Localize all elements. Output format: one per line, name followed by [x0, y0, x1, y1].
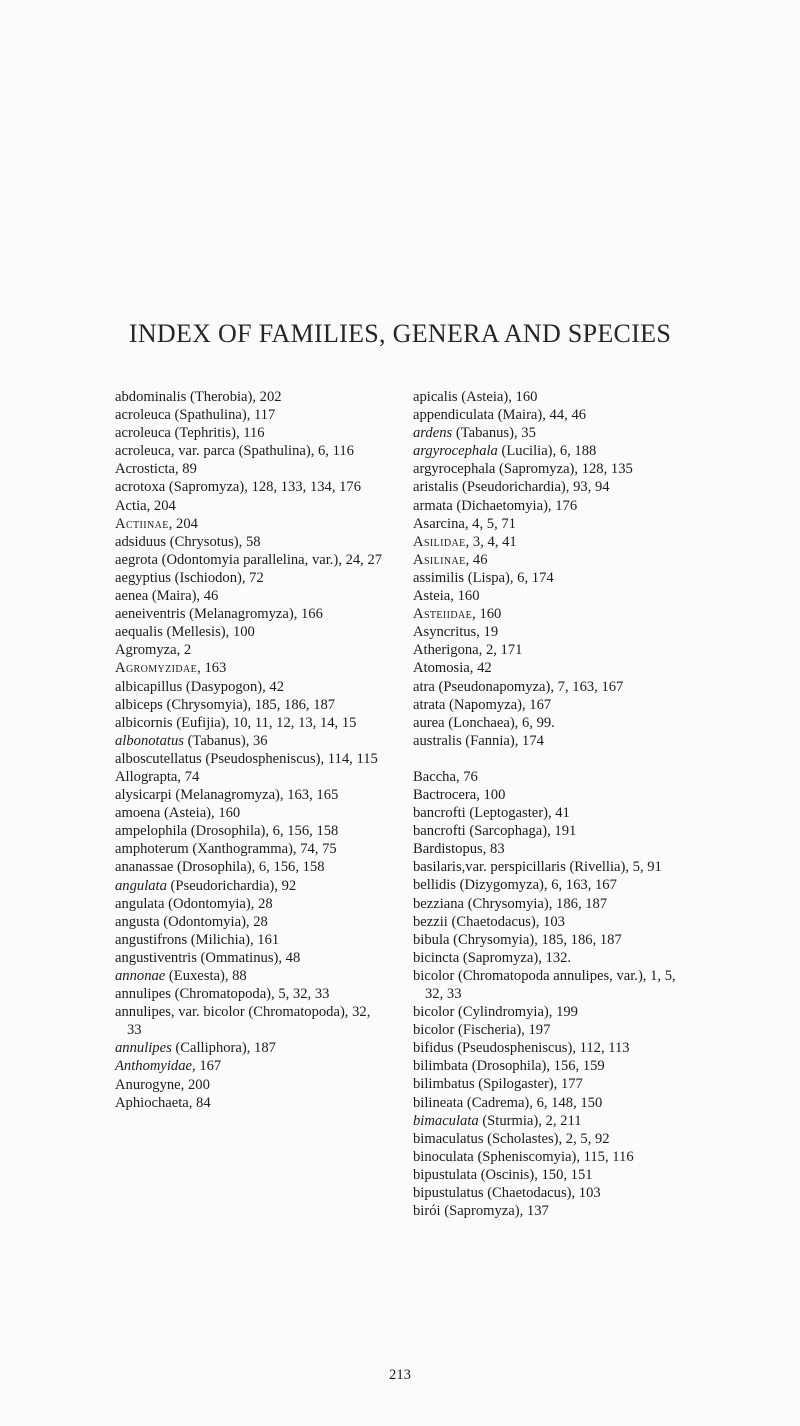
entry-references: (Fischeria), 197: [454, 1022, 551, 1039]
entry-heading: angulata: [115, 895, 165, 912]
index-entry: [413, 641, 683, 659]
index-entry: [413, 732, 683, 750]
index-entry: [413, 804, 683, 822]
entry-heading: adsiduus: [115, 533, 167, 550]
entry-heading: albiceps: [115, 696, 163, 713]
index-entry: [413, 497, 683, 515]
entry-heading: ampelophila: [115, 823, 188, 840]
entry-references: (Lispa), 6, 174: [464, 569, 554, 586]
entry-heading: bellidis: [413, 877, 456, 894]
index-entry: [413, 696, 683, 714]
entry-references: (Napomyza), 167: [445, 696, 552, 713]
entry-references: , 204: [146, 497, 176, 514]
index-entry: [413, 1075, 683, 1093]
entry-references: (Chaetodacus), 103: [447, 913, 565, 930]
entry-heading: bifidus: [413, 1040, 454, 1057]
index-entry: [413, 840, 683, 858]
index-entry: [115, 478, 383, 496]
entry-references: (Chromatopoda annulipes, var.), 1, 5, 32, 33: [425, 967, 676, 1002]
entry-references: , 46: [465, 551, 488, 568]
index-entry: [115, 641, 383, 659]
entry-heading: Asteiidae: [413, 606, 473, 623]
entry-heading: aristalis: [413, 479, 459, 496]
entry-heading: alboscutellatus: [115, 750, 202, 767]
entry-heading: ananassae: [115, 859, 174, 876]
entry-heading: argyrocephala: [413, 461, 496, 478]
entry-references: (Sapromyza), 128, 133, 134, 176: [165, 479, 362, 496]
entry-references: , 204: [168, 515, 198, 532]
entry-heading: bezziana: [413, 895, 465, 912]
index-entry: [115, 605, 383, 623]
entry-heading: binoculata: [413, 1148, 474, 1165]
index-entry: [413, 406, 683, 424]
entry-heading: albonotatus: [115, 732, 184, 749]
entry-heading: Agromyzidae: [115, 660, 198, 677]
entry-references: (Tabanus), 35: [452, 425, 536, 442]
index-entry: [115, 515, 383, 533]
entry-heading: Aphiochaeta: [115, 1094, 189, 1111]
entry-heading: australis: [413, 732, 462, 749]
entry-heading: bilimbatus: [413, 1076, 475, 1093]
entry-heading: bicolor: [413, 1004, 455, 1021]
entry-references: (Dasypogon), 42: [182, 678, 285, 695]
index-entry: [413, 858, 683, 876]
entry-heading: bicolor: [413, 967, 455, 984]
entry-heading: albicapillus: [115, 678, 183, 695]
entry-references: (Tabanus), 36: [183, 732, 268, 749]
entry-references: , 74: [177, 768, 200, 785]
index-entry: [413, 822, 683, 840]
index-entry: [413, 569, 683, 587]
entry-heading: bimaculata: [413, 1112, 479, 1129]
entry-heading: angustiventris: [115, 949, 197, 966]
index-entry: [413, 1184, 683, 1202]
entry-heading: bimaculatus: [413, 1130, 484, 1147]
entry-heading: aegrota: [115, 551, 158, 568]
entry-heading: armata: [413, 497, 453, 514]
entry-references: , 42: [469, 660, 492, 677]
entry-heading: bipustulata: [413, 1166, 478, 1183]
index-entry: [115, 388, 383, 406]
page-title: INDEX OF FAMILIES, GENERA AND SPECIES: [128, 319, 672, 348]
entry-references: , 160: [450, 588, 480, 605]
entry-heading: Bardistopus: [413, 841, 483, 858]
index-entry: [115, 822, 383, 840]
entry-references: , 2: [176, 642, 192, 659]
index-entry: [115, 895, 383, 913]
entry-references: , 76: [455, 768, 478, 785]
entry-references: (Melanagromyza), 163, 165: [171, 787, 339, 804]
index-entry: [413, 768, 683, 786]
entry-heading: bancrofti: [413, 805, 466, 822]
entry-heading: annulipes, var. bicolor: [115, 1004, 245, 1021]
entry-references: (Milichia), 161: [187, 931, 280, 948]
entry-references: (Chaetodacus), 103: [483, 1185, 601, 1202]
index-entry: [115, 931, 383, 949]
index-entry: [413, 1094, 683, 1112]
entry-heading: angustifrons: [115, 931, 188, 948]
index-entry: [115, 732, 383, 750]
index-entry: [115, 804, 383, 822]
index-entry: [413, 786, 683, 804]
entry-heading: birói: [413, 1203, 441, 1220]
entry-heading: Allograpta: [115, 768, 178, 785]
entry-references: (Chrysomyia), 186, 187: [464, 895, 608, 912]
index-entry: [413, 460, 683, 478]
entry-references: (Tephritis), 116: [170, 425, 265, 442]
entry-references: (Eufijia), 10, 11, 12, 13, 14, 15: [172, 714, 357, 731]
index-entry: [115, 497, 383, 515]
index-entry: [115, 768, 383, 786]
entry-heading: Asarcina: [413, 515, 465, 532]
entry-references: (Odontomyia parallelina, var.), 24, 27: [157, 551, 383, 568]
entry-references: (Chrysomyia), 185, 186, 187: [162, 696, 336, 713]
index-entry: [413, 1148, 683, 1166]
entry-heading: annulipes: [115, 986, 171, 1003]
entry-references: (Drosophila), 156, 159: [468, 1058, 605, 1075]
index-entry: [413, 659, 683, 677]
index-entry: [115, 678, 383, 696]
entry-references: , 84: [188, 1094, 211, 1111]
entry-heading: bilimbata: [413, 1058, 469, 1075]
entry-references: (Lonchaea), 6, 99.: [444, 714, 555, 731]
index-entry: [413, 714, 683, 732]
entry-heading: bicolor: [413, 1022, 455, 1039]
entry-heading: Asteia: [413, 588, 451, 605]
entry-references: (Therobia), 202: [186, 389, 282, 405]
entry-heading: aegyptius: [115, 569, 171, 586]
entry-references: (Sapromyza), 132.: [459, 949, 572, 966]
index-entry: [115, 551, 383, 569]
right-index-column: [413, 388, 683, 1220]
index-entry: [115, 858, 383, 876]
entry-heading: Asilinae: [413, 551, 466, 568]
entry-references: (Odontomyia), 28: [164, 895, 273, 912]
entry-references: (Pseudonapomyza), 7, 163, 167: [434, 678, 624, 695]
index-entry: [413, 876, 683, 894]
index-entry: [413, 623, 683, 641]
entry-references: (Pseudospheniscus), 114, 115: [201, 750, 378, 767]
index-entry: [115, 442, 383, 460]
index-entry: [413, 1166, 683, 1184]
entry-references: (Rivellia), 5, 91: [565, 859, 662, 876]
index-entry: [115, 460, 383, 478]
entry-references: (Maira), 46: [148, 588, 219, 605]
index-entry: [115, 659, 383, 677]
index-entry: [115, 949, 383, 967]
entry-heading: amphoterum: [115, 841, 189, 858]
entry-heading: bibula: [413, 931, 450, 948]
entry-references: (Spathulina), 117: [170, 407, 276, 424]
entry-references: (Oscinis), 150, 151: [477, 1166, 593, 1183]
index-entry: [413, 1021, 683, 1039]
entry-heading: ardens: [413, 425, 453, 442]
entry-references: (Cylindromyia), 199: [454, 1004, 578, 1021]
index-entry: [115, 406, 383, 424]
index-entry: [115, 985, 383, 1003]
entry-heading: aenea: [115, 588, 149, 605]
index-entry: [413, 678, 683, 696]
index-entry: [413, 587, 683, 605]
entry-heading: albicornis: [115, 714, 173, 731]
entry-references: (Chromatopoda), 32, 33: [127, 1004, 371, 1039]
entry-references: , 89: [174, 461, 197, 478]
index-entry: [115, 840, 383, 858]
entry-references: (Spheniscomyia), 115, 116: [473, 1148, 634, 1165]
entry-heading: apicalis: [413, 389, 458, 405]
index-entry: [115, 1057, 383, 1075]
index-entry: [115, 696, 383, 714]
entry-references: (Spilogaster), 177: [474, 1076, 583, 1093]
index-entry: [413, 605, 683, 623]
index-entry: [115, 533, 383, 551]
page-number: 213: [389, 1367, 411, 1383]
index-entry: [115, 967, 383, 985]
entry-references: (Leptogaster), 41: [465, 805, 570, 822]
entry-references: (Dizygomyza), 6, 163, 167: [455, 877, 617, 894]
entry-references: , 163: [197, 660, 227, 677]
entry-heading: Acrosticta: [115, 461, 175, 478]
entry-references: , 160: [472, 606, 502, 623]
index-entry: [413, 551, 683, 569]
entry-heading: aequalis: [115, 624, 163, 641]
entry-references: (Asteia), 160: [160, 805, 241, 822]
entry-heading: argyrocephala: [413, 443, 498, 460]
entry-references: (Odontomyia), 28: [159, 913, 268, 930]
entry-references: (Ommatinus), 48: [196, 949, 301, 966]
index-entry: [115, 1003, 383, 1039]
entry-heading: appendiculata: [413, 407, 495, 424]
entry-heading: angulata: [115, 877, 167, 894]
entry-references: (Sapromyza), 128, 135: [495, 461, 633, 478]
entry-heading: bezzii: [413, 913, 448, 930]
index-entry: [413, 1112, 683, 1130]
entry-references: (Fannia), 174: [461, 732, 544, 749]
entry-heading: bipustulatus: [413, 1185, 484, 1202]
index-entry: [413, 949, 683, 967]
index-entry: [413, 515, 683, 533]
entry-heading: Actia: [115, 497, 147, 514]
index-entry: [413, 895, 683, 913]
entry-heading: Agromyza: [115, 642, 177, 659]
entry-heading: alysicarpi: [115, 787, 172, 804]
index-entry: [115, 1094, 383, 1112]
entry-heading: aeneiventris: [115, 606, 186, 623]
entry-references: (Pseudorichardia), 93, 94: [458, 479, 610, 496]
entry-heading: Asyncritus: [413, 624, 477, 641]
entry-references: (Euxesta), 88: [165, 968, 247, 984]
entry-heading: atra: [413, 678, 435, 695]
index-entry: [413, 931, 683, 949]
entry-references: (Spathulina), 6, 116: [234, 443, 354, 460]
entry-heading: annulipes: [115, 1040, 172, 1057]
entry-heading: amoena: [115, 805, 161, 822]
entry-heading: Actiinae: [115, 515, 169, 532]
index-entry: [413, 388, 683, 406]
entry-references: (Dichaetomyia), 176: [452, 497, 578, 514]
entry-heading: Asilidae: [413, 533, 466, 550]
index-entry: [115, 786, 383, 804]
entry-heading: annonae: [115, 968, 166, 984]
entry-references: (Pseudorichardia), 92: [166, 877, 297, 894]
entry-references: (Scholastes), 2, 5, 92: [483, 1130, 610, 1147]
index-entry: [413, 1202, 683, 1220]
entry-heading: atrata: [413, 696, 446, 713]
entry-heading: acroleuca: [115, 425, 171, 442]
entry-heading: Anthomyidae: [115, 1058, 193, 1075]
index-entry: [115, 877, 383, 895]
entry-heading: bicincta: [413, 949, 460, 966]
entry-references: (Drosophila), 6, 156, 158: [187, 823, 339, 840]
entry-references: (Sapromyza), 137: [440, 1203, 549, 1220]
index-entry: [413, 1130, 683, 1148]
index-entry: [115, 587, 383, 605]
index-entry: [115, 1076, 383, 1094]
entry-references: (Cadrema), 6, 148, 150: [463, 1094, 603, 1111]
entry-heading: acroleuca, var. parca: [115, 443, 235, 460]
entry-references: (Drosophila), 6, 156, 158: [173, 859, 325, 876]
entry-references: , 3, 4, 41: [465, 533, 517, 550]
entry-heading: aurea: [413, 714, 445, 731]
entry-references: (Pseudosphenisсus), 112, 113: [453, 1040, 630, 1057]
entry-heading: angusta: [115, 913, 160, 930]
index-entry: [413, 1003, 683, 1021]
entry-references: , 19: [476, 624, 499, 641]
entry-references: (Maira), 44, 46: [494, 407, 587, 424]
index-entry: [413, 478, 683, 496]
entry-heading: Atomosia: [413, 660, 470, 677]
entry-references: (Sturmia), 2, 211: [478, 1112, 582, 1129]
entry-heading: abdominalis: [115, 389, 187, 405]
index-entry: [413, 1057, 683, 1075]
entry-references: (Xanthogramma), 74, 75: [188, 841, 337, 858]
index-entry: [115, 424, 383, 442]
index-entry: [115, 623, 383, 641]
entry-references: , 4, 5, 71: [464, 515, 516, 532]
entry-references: (Calliphora), 187: [171, 1040, 276, 1057]
index-entry: [115, 1039, 383, 1057]
entry-heading: Atherigona: [413, 642, 479, 659]
index-entry: [115, 714, 383, 732]
entry-references: (Sarcophaga), 191: [465, 823, 577, 840]
entry-references: (Ischiodon), 72: [170, 569, 264, 586]
entry-references: (Chrysotus), 58: [166, 533, 261, 550]
index-entry: [413, 1039, 683, 1057]
index-entry: [413, 424, 683, 442]
entry-references: , 100: [476, 786, 506, 803]
entry-references: (Lucilia), 6, 188: [497, 443, 597, 460]
index-entry: [413, 442, 683, 460]
index-entry: [115, 913, 383, 931]
entry-heading: basilaris,var. perspicillaris: [413, 859, 566, 876]
entry-heading: bancrofti: [413, 823, 466, 840]
entry-references: (Melanagromyza), 166: [185, 606, 323, 623]
entry-references: (Chromatopoda), 5, 32, 33: [170, 986, 330, 1003]
index-entry: [413, 533, 683, 551]
entry-heading: assimilis: [413, 569, 465, 586]
entry-references: , 2, 171: [478, 642, 523, 659]
entry-references: , 200: [180, 1076, 210, 1093]
entry-references: (Asteia), 160: [457, 389, 538, 405]
entry-heading: acroleuca: [115, 407, 171, 424]
entry-heading: Bactrocera: [413, 786, 477, 803]
index-entry: [115, 569, 383, 587]
entry-heading: acrotoxa: [115, 479, 166, 496]
entry-references: (Chrysomyia), 185, 186, 187: [449, 931, 622, 948]
left-index-column: [115, 388, 383, 1112]
index-entry: [413, 913, 683, 931]
entry-references: , 167: [192, 1058, 222, 1075]
entry-heading: Baccha: [413, 768, 456, 785]
index-entry: [115, 750, 383, 768]
entry-references: (Mellesis), 100: [162, 624, 255, 641]
entry-heading: bilineata: [413, 1094, 464, 1111]
entry-heading: Anurogyne: [115, 1076, 181, 1093]
entry-references: , 83: [482, 841, 505, 858]
index-entry: [413, 967, 683, 1003]
